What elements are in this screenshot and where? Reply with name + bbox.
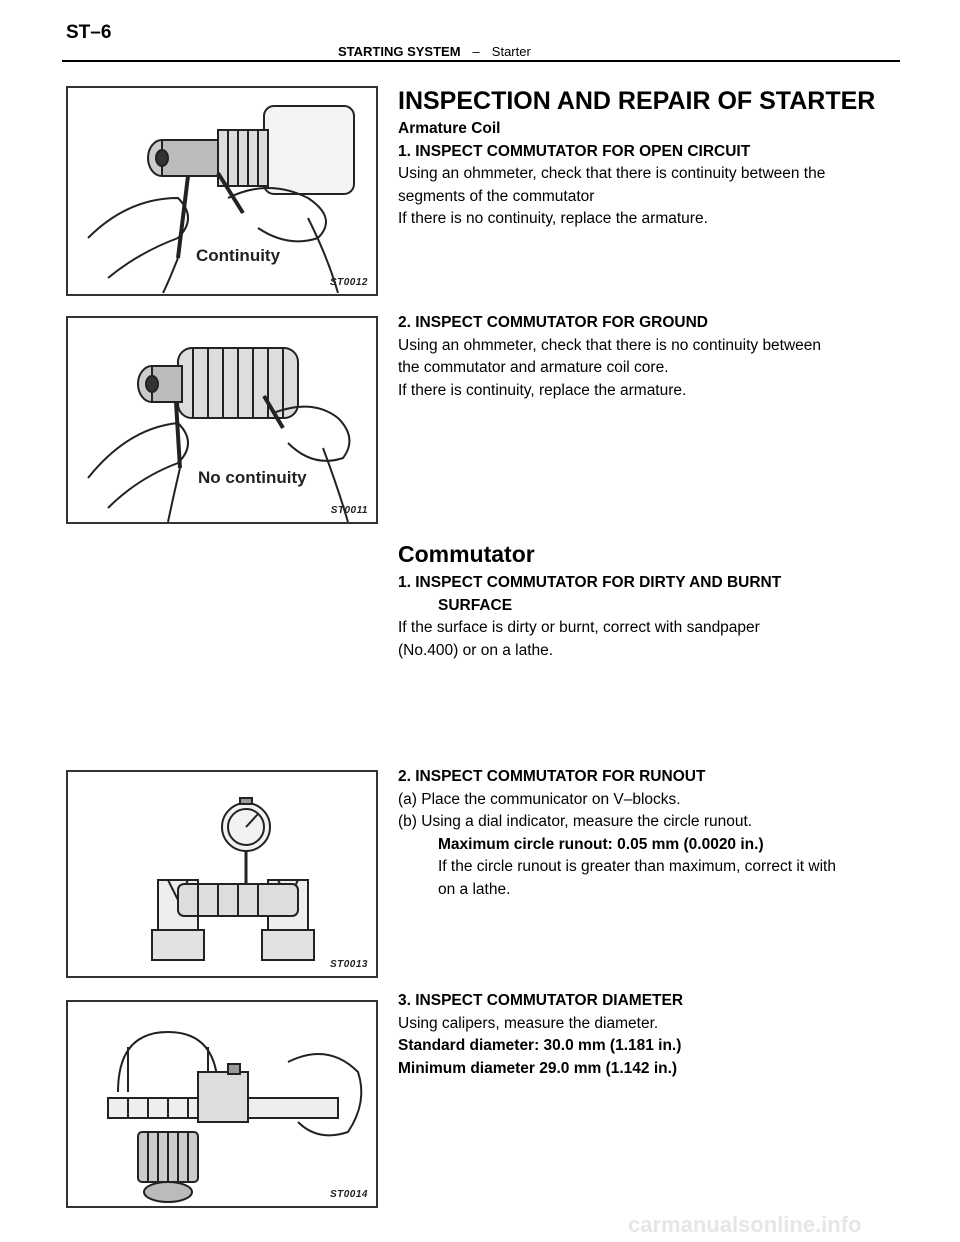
commutator-section <box>398 540 898 662</box>
figure-continuity <box>66 86 378 296</box>
armature-step2-title: 2. INSPECT COMMUTATOR FOR GROUND <box>398 314 708 331</box>
figure-code: ST0014 <box>329 1189 368 1200</box>
armature-heading: Armature Coil <box>398 120 501 137</box>
commutator-step2-note2: on a lathe. <box>438 880 511 898</box>
page-number: ST–6 <box>66 22 112 43</box>
main-title: INSPECTION AND REPAIR OF STARTER <box>398 87 876 115</box>
no-continuity-illustration <box>68 318 376 522</box>
figure-caption: No continuity <box>198 468 307 487</box>
commutator-step2-max: Maximum circle runout: 0.05 mm (0.0020 in.) <box>438 835 764 853</box>
armature-step1-line3: If there is no continuity, replace the armature. <box>398 210 708 227</box>
armature-step1-line2: segments of the commutator <box>398 187 595 205</box>
calipers-illustration <box>68 1002 376 1206</box>
armature-step2-line2: the commutator and armature coil core. <box>398 359 669 376</box>
figure-code: ST0013 <box>329 959 368 970</box>
header-section: STARTING SYSTEM <box>338 44 461 59</box>
commutator-step1-line1: If the surface is dirty or burnt, correct with sandpaper <box>398 619 760 636</box>
commutator-step3-min: Minimum diameter 29.0 mm (1.142 in.) <box>398 1059 678 1077</box>
figure-caption: Continuity <box>196 246 281 265</box>
commutator-step3-title: 3. INSPECT COMMUTATOR DIAMETER <box>398 992 684 1009</box>
commutator-step3 <box>398 990 898 1080</box>
commutator-step2 <box>398 766 898 901</box>
watermark: carmanualsonline.info <box>628 1212 862 1237</box>
commutator-step2-note1: If the circle runout is greater than maximum, correct it with <box>438 858 836 875</box>
armature-coil-section <box>398 86 898 231</box>
commutator-step1-line2: (No.400) or on a lathe. <box>398 641 554 659</box>
armature-step2-line1: Using an ohmmeter, check that there is no continuity between <box>398 336 822 354</box>
commutator-step2-b: (b) Using a dial indicator, measure the circle runout. <box>398 813 753 830</box>
figure-calipers <box>66 1000 378 1208</box>
armature-step1-title: 1. INSPECT COMMUTATOR FOR OPEN CIRCUIT <box>398 142 751 160</box>
figure-no-continuity <box>66 316 378 524</box>
armature-step2 <box>398 312 898 402</box>
commutator-step1-title-a: 1. INSPECT COMMUTATOR FOR DIRTY AND BURNT <box>398 574 782 591</box>
armature-step2-line3: If there is continuity, replace the armature. <box>398 381 687 399</box>
figure-code: ST0011 <box>330 505 368 516</box>
commutator-step2-title: 2. INSPECT COMMUTATOR FOR RUNOUT <box>398 768 706 785</box>
header-subsection: Starter <box>491 44 531 59</box>
runout-illustration <box>68 772 376 976</box>
commutator-heading: Commutator <box>398 541 535 567</box>
figure-code: ST0012 <box>329 277 368 288</box>
commutator-step3-line1: Using calipers, measure the diameter. <box>398 1014 659 1032</box>
commutator-step1-title-b: SURFACE <box>438 596 513 614</box>
armature-step1-line1: Using an ohmmeter, check that there is continuity between the <box>398 165 826 182</box>
figure-runout <box>66 770 378 978</box>
header-rule <box>62 60 900 62</box>
header-separator: – <box>472 44 480 59</box>
running-header <box>338 44 531 59</box>
commutator-step3-std: Standard diameter: 30.0 mm (1.181 in.) <box>398 1037 682 1054</box>
commutator-step2-a: (a) Place the communicator on V–blocks. <box>398 790 681 808</box>
